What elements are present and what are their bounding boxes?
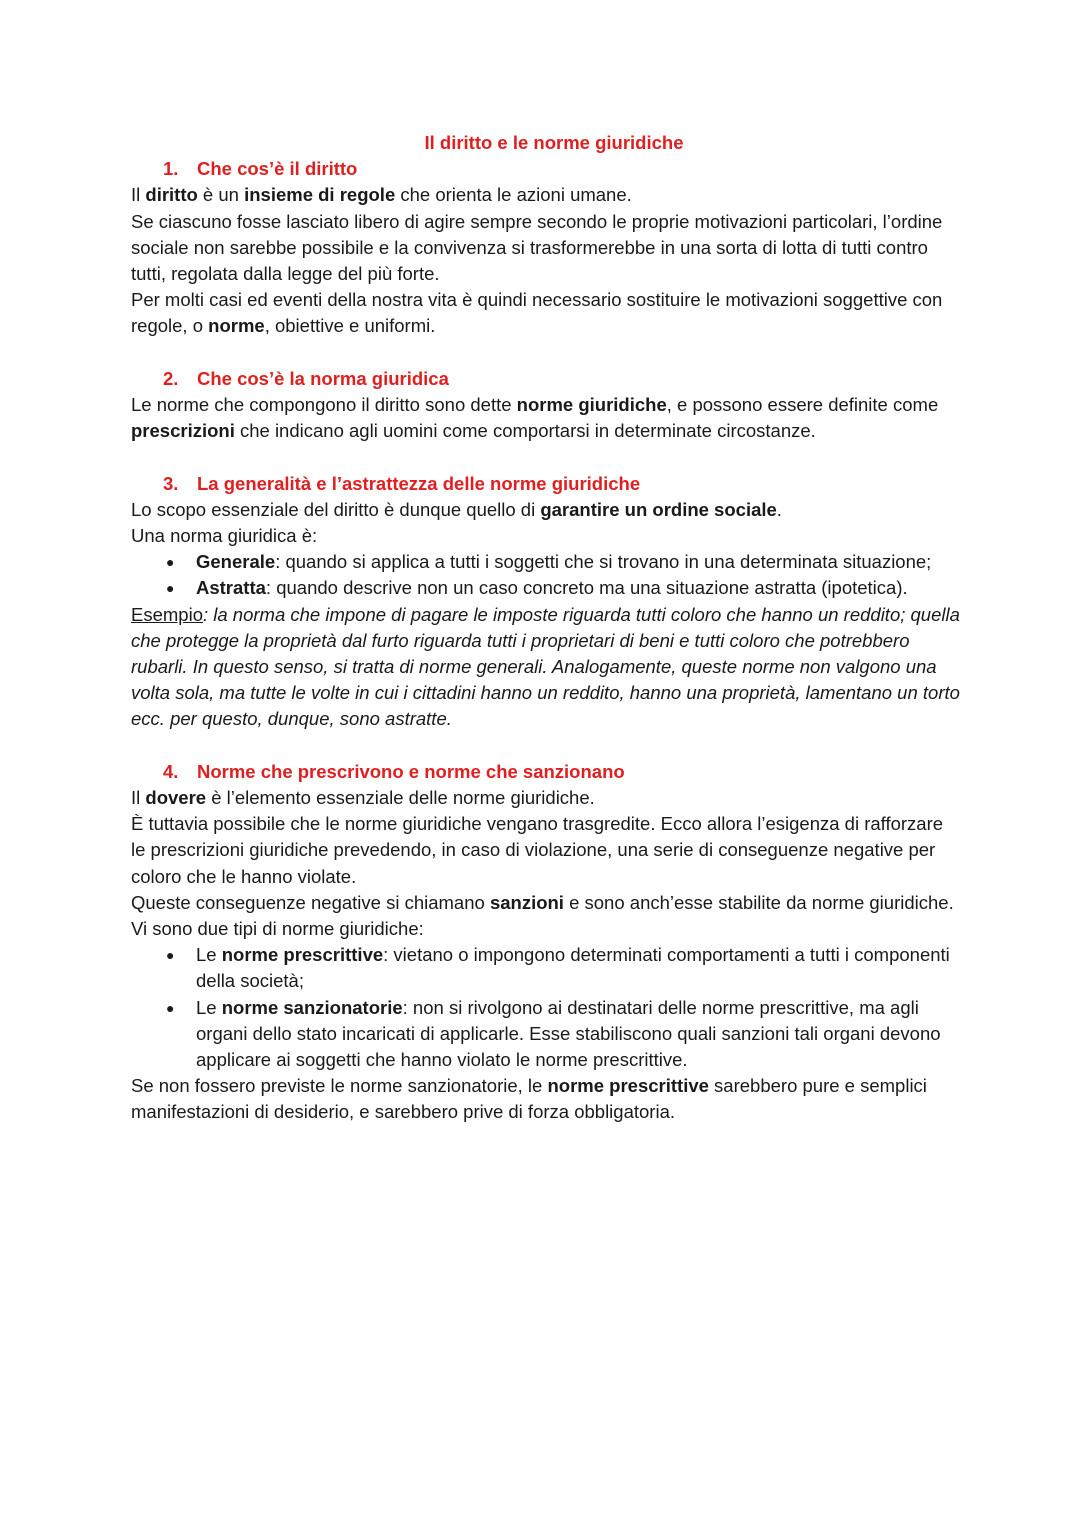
list-item	[131, 942, 961, 994]
list-item	[131, 995, 961, 1074]
section-3-bullet-list	[131, 549, 961, 601]
bold-term: diritto	[145, 184, 198, 206]
section-1-title: Che cos’è il diritto	[197, 158, 358, 180]
section-1-number: 1.	[163, 158, 179, 180]
text: Il	[131, 787, 146, 809]
section-3-paragraph-2: Una norma giuridica è:	[131, 525, 318, 547]
bold-term: norme prescrittive	[221, 944, 384, 966]
text: Queste conseguenze negative si chiamano	[131, 891, 490, 913]
section-4-heading	[131, 759, 961, 785]
section-3-example	[131, 602, 961, 733]
text: Per molti casi ed eventi della nostra vita è quindi necessario sostituire le motivazioni soggettive con regole, o	[131, 289, 943, 337]
section-1-paragraph-3	[131, 287, 961, 339]
section-2-heading	[131, 366, 961, 392]
bold-term: norme giuridiche	[516, 394, 667, 416]
text: .	[776, 498, 782, 520]
text: Lo scopo essenziale del diritto è dunque quello di	[131, 498, 541, 520]
document-title: Il diritto e le norme giuridiche	[424, 132, 684, 153]
section-1-heading	[131, 156, 961, 182]
section-4-paragraph-3	[131, 890, 961, 916]
section-3-title: La generalità e l’astrattezza delle norme giuridiche	[197, 472, 641, 494]
section-4-number: 4.	[163, 760, 179, 782]
section-2-number: 2.	[163, 367, 179, 389]
section-4-paragraph-2: È tuttavia possibile che le norme giuridiche vengano trasgredite. Ecco allora l’esigenza di rafforzare le prescrizioni giuridiche prevedendo, in caso di violazione, una serie di conseguenze negative per coloro che le hanno violate.	[131, 813, 944, 887]
bold-term: norme sanzionatorie	[221, 996, 403, 1018]
spacer	[131, 733, 961, 759]
text: sarebbero pure e semplici manifestazioni di desiderio, e sarebbero prive di forza obbligatoria.	[131, 1075, 927, 1123]
bold-term: prescrizioni	[131, 420, 235, 442]
text: è l’elemento essenziale delle norme giuridiche.	[206, 787, 595, 809]
text: : quando descrive non un caso concreto ma una situazione astratta (ipotetica).	[265, 577, 908, 599]
text: che indicano agli uomini come comportarsi in determinate circostanze.	[234, 420, 816, 442]
text: e sono anch’esse stabilite da norme giuridiche.	[563, 891, 954, 913]
section-3-heading	[131, 471, 961, 497]
text: : vietano o impongono determinati comportamenti a tutti i componenti della società;	[196, 944, 950, 992]
text: Se non fossero previste le norme sanzionatorie, le	[131, 1075, 548, 1097]
section-1-paragraph-2: Se ciascuno fosse lasciato libero di agire sempre secondo le proprie motivazioni particolari, l’ordine sociale non sarebbe possibile e la convivenza si trasformerebbe in una sorta di lotta di tutti contro tutti, regolata dalla legge del più forte.	[131, 210, 943, 285]
text: : non si rivolgono ai destinatari delle norme prescrittive, ma agli organi dello stato incaricati di applicarle. Esse stabiliscono quali sanzioni tali organi devono applicare ai soggetti che hanno violato le norme prescrittive.	[196, 996, 941, 1071]
text: Le norme che compongono il diritto sono dette	[131, 394, 517, 416]
bold-term: norme prescrittive	[547, 1075, 709, 1097]
section-1-paragraph-1	[131, 182, 961, 208]
section-3-number: 3.	[163, 472, 179, 494]
bold-term: dovere	[145, 787, 207, 809]
bullet-icon: ●	[166, 947, 175, 964]
section-4-bullet-list	[131, 942, 961, 1073]
bold-term: garantire un ordine sociale	[540, 498, 777, 520]
text: Le	[196, 944, 222, 966]
document-body	[131, 130, 961, 1126]
bold-term: norme	[208, 315, 265, 337]
section-2-title: Che cos’è la norma giuridica	[197, 367, 449, 389]
text: Le	[196, 996, 222, 1018]
text: che orienta le azioni umane.	[395, 184, 632, 206]
text: , e possono essere definite come	[666, 394, 939, 416]
text: , obiettive e uniformi.	[264, 315, 436, 337]
bold-term: Generale	[196, 551, 276, 573]
section-4-paragraph-1	[131, 785, 961, 811]
text: : quando si applica a tutti i soggetti che si trovano in una determinata situazione;	[275, 551, 932, 573]
example-text: : la norma che impone di pagare le imposte riguarda tutti coloro che hanno un reddito; quella che protegge la proprietà dal furto riguarda tutti i proprietari di beni e tutti coloro che potrebbero rubarli. In questo senso, si tratta di norme generali. Analogamente, queste norme non valgono una volta sola, ma tutte le volte in cui i cittadini hanno un reddito, hanno una proprietà, lamentano un torto ecc. per questo, dunque, sono astratte.	[131, 603, 960, 730]
bold-term: Astratta	[196, 577, 266, 599]
text: Il	[131, 184, 146, 206]
section-2-paragraph-1	[131, 392, 961, 444]
bold-term: sanzioni	[489, 891, 564, 913]
bullet-icon: ●	[166, 999, 175, 1016]
text: è un	[197, 184, 245, 206]
list-item	[131, 575, 961, 601]
section-3-paragraph-1	[131, 497, 961, 523]
list-item	[131, 549, 961, 575]
spacer	[131, 340, 961, 366]
section-4-paragraph-4: Vi sono due tipi di norme giuridiche:	[131, 918, 424, 940]
example-label: Esempio	[131, 603, 203, 625]
bold-term: insieme di regole	[244, 184, 396, 206]
spacer	[131, 444, 961, 470]
bullet-icon: ●	[166, 554, 175, 571]
section-4-paragraph-5	[131, 1073, 961, 1125]
section-4-title: Norme che prescrivono e norme che sanzionano	[197, 760, 625, 782]
bullet-icon: ●	[166, 580, 175, 597]
